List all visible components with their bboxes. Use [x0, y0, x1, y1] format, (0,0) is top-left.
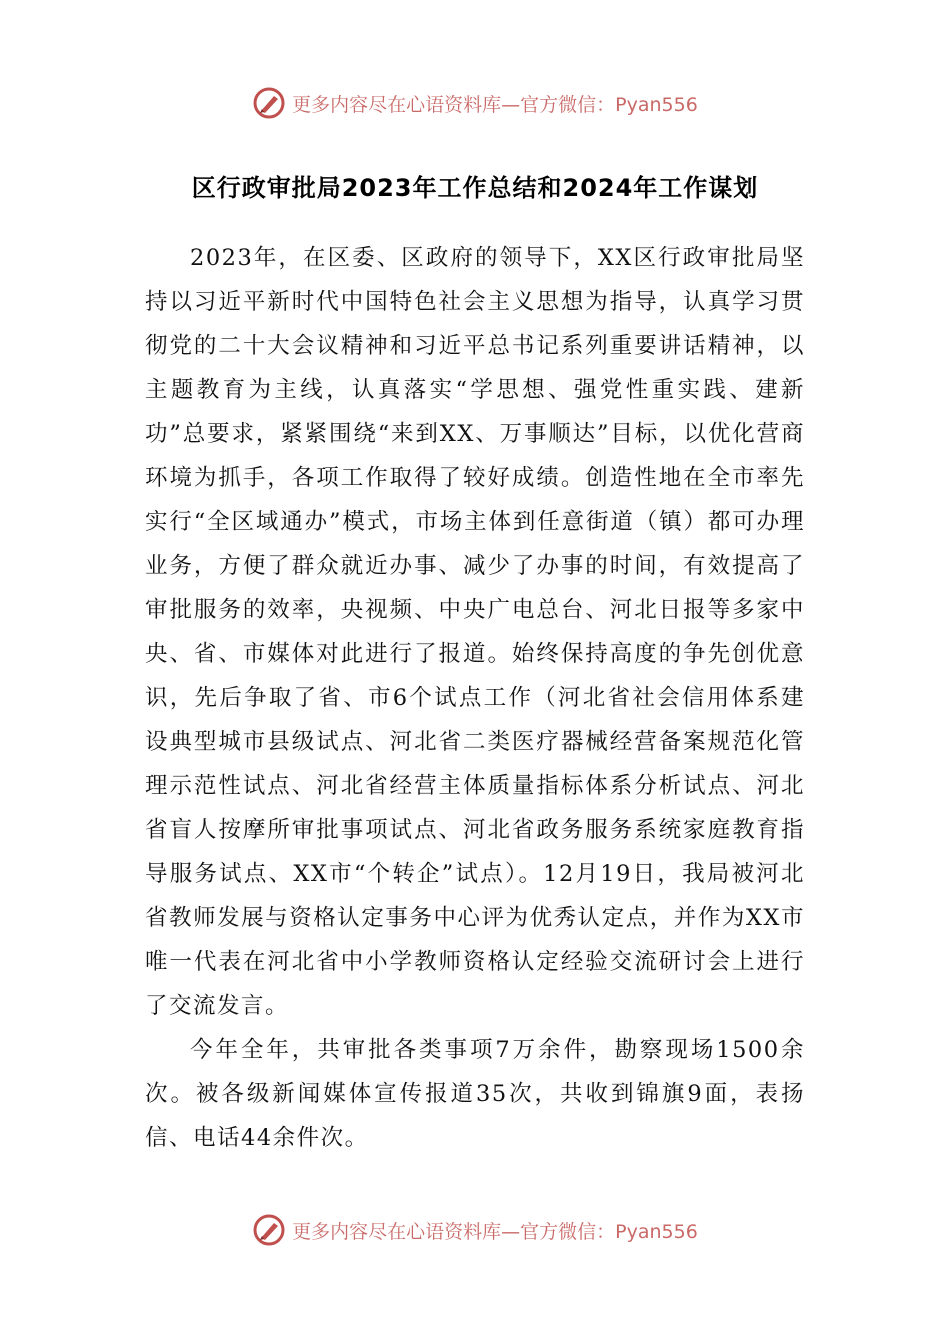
document-title: 区行政审批局2023年工作总结和2024年工作谋划 [191, 174, 759, 202]
watermark-footer [0, 1210, 950, 1250]
watermark-header [0, 83, 950, 123]
watermark-text: 更多内容尽在心语资料库—官方微信：Pyan556 [292, 1220, 698, 1243]
document-body [145, 236, 805, 1160]
pen-seal-icon [252, 1213, 286, 1247]
pen-seal-icon [252, 86, 286, 120]
watermark-text: 更多内容尽在心语资料库—官方微信：Pyan556 [292, 93, 698, 116]
paragraph: 2023年，在区委、区政府的领导下，XX区行政审批局坚持以习近平新时代中国特色社会主义思想为指导，认真学习贯彻党的二十大会议精神和习近平总书记系列重要讲话精神，以主题教育为主线，认真落实“学思想、强党性重实践、建新功”总要求，紧紧围绕“来到XX、万事顺达”目标，以优化营商环境为抓手，各项工作取得了较好成绩。创造性地在全市率先实行“全区域通办”模式，市场主体到任意街道（镇）都可办理业务，方便了群众就近办事、减少了办事的时间，有效提高了审批服务的效率，央视频、中央广电总台、河北日报等多家中央、省、市媒体对此进行了报道。始终保持高度的争先创优意识，先后争取了省、市6个试点工作（河北省社会信用体系建设典型城市县级试点、河北省二类医疗器械经营备案规范化管理示范性试点、河北省经营主体质量指标体系分析试点、河北省盲人按摩所审批事项试点、河北省政务服务系统家庭教育指导服务试点、XX市“个转企”试点）。12月19日，我局被河北省教师发展与资格认定事务中心评为优秀认定点，并作为XX市唯一代表在河北省中小学教师资格认定经验交流研讨会上进行了交流发言。 [145, 245, 805, 1019]
paragraph: 今年全年，共审批各类事项7万余件，勘察现场1500余次。被各级新闻媒体宣传报道35次，共收到锦旗9面，表扬信、电话44余件次。 [145, 1037, 805, 1151]
